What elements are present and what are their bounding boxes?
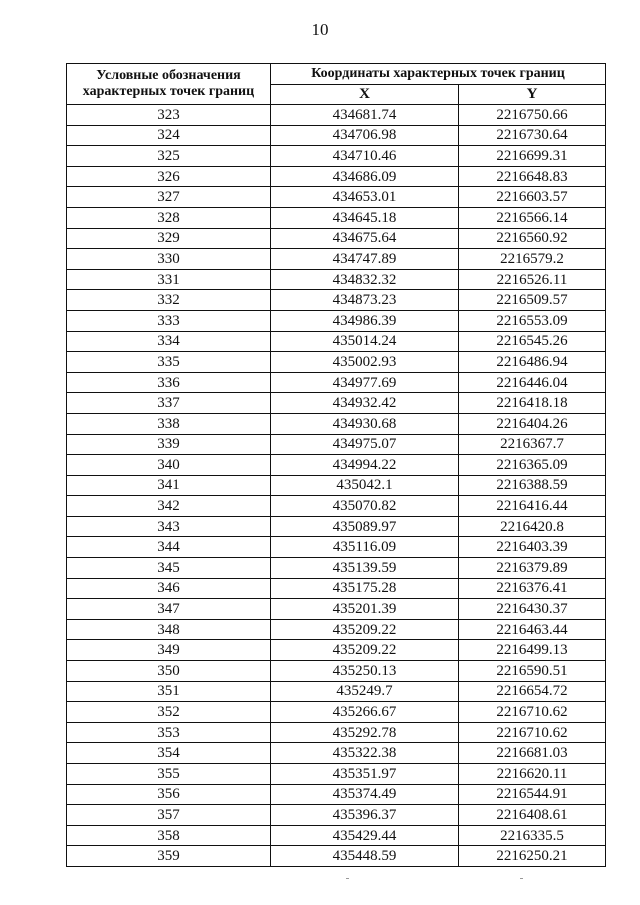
cell-y: 2216388.59	[459, 475, 606, 496]
cell-x: 435374.49	[271, 784, 459, 805]
cell-y: 2216430.37	[459, 599, 606, 620]
cell-y: 2216335.5	[459, 825, 606, 846]
cell-point-id: 352	[67, 702, 271, 723]
cell-y: 2216579.2	[459, 249, 606, 270]
cell-x: 434710.46	[271, 146, 459, 167]
cell-point-id: 328	[67, 207, 271, 228]
cell-y: 2216590.51	[459, 661, 606, 682]
header-coordinates: Координаты характерных точек границ	[271, 64, 606, 85]
table-row	[67, 516, 606, 537]
coordinates-table	[66, 63, 606, 867]
table-row	[67, 661, 606, 682]
cell-x: 435209.22	[271, 640, 459, 661]
table-row	[67, 331, 606, 352]
cell-y: 2216730.64	[459, 125, 606, 146]
header-x: X	[271, 84, 459, 105]
cell-point-id: 349	[67, 640, 271, 661]
table-row	[67, 558, 606, 579]
cell-x: 434645.18	[271, 207, 459, 228]
cell-y: 2216509.57	[459, 290, 606, 311]
table-row	[67, 599, 606, 620]
table-row	[67, 722, 606, 743]
cell-point-id: 355	[67, 764, 271, 785]
header-point-label: Условные обозначения характерных точек границ	[67, 64, 271, 105]
cell-y: 2216367.7	[459, 434, 606, 455]
cell-x: 435266.67	[271, 702, 459, 723]
cell-point-id: 325	[67, 146, 271, 167]
cell-point-id: 346	[67, 578, 271, 599]
cell-point-id: 351	[67, 681, 271, 702]
table-row	[67, 455, 606, 476]
cell-y: 2216365.09	[459, 455, 606, 476]
cell-x: 434873.23	[271, 290, 459, 311]
cell-y: 2216416.44	[459, 496, 606, 517]
cell-y: 2216408.61	[459, 805, 606, 826]
cell-point-id: 356	[67, 784, 271, 805]
table-row	[67, 125, 606, 146]
table-row	[67, 475, 606, 496]
table-row	[67, 393, 606, 414]
cell-y: 2216545.26	[459, 331, 606, 352]
cell-x: 434986.39	[271, 310, 459, 331]
cell-y: 2216499.13	[459, 640, 606, 661]
cell-x: 434706.98	[271, 125, 459, 146]
table-row	[67, 681, 606, 702]
cell-point-id: 337	[67, 393, 271, 414]
cell-point-id: 326	[67, 166, 271, 187]
cell-y: 2216376.41	[459, 578, 606, 599]
table-row	[67, 413, 606, 434]
cell-point-id: 327	[67, 187, 271, 208]
table-row	[67, 537, 606, 558]
cell-x: 435396.37	[271, 805, 459, 826]
cell-point-id: 330	[67, 249, 271, 270]
cell-point-id: 334	[67, 331, 271, 352]
cell-y: 2216379.89	[459, 558, 606, 579]
cell-point-id: 354	[67, 743, 271, 764]
cell-point-id: 338	[67, 413, 271, 434]
page-number: 10	[311, 20, 329, 39]
cell-x: 435042.1	[271, 475, 459, 496]
cell-y: 2216681.03	[459, 743, 606, 764]
table-row	[67, 846, 606, 867]
cell-y: 2216463.44	[459, 619, 606, 640]
cell-point-id: 357	[67, 805, 271, 826]
cell-x: 435351.97	[271, 764, 459, 785]
cell-x: 435002.93	[271, 352, 459, 373]
cell-point-id: 348	[67, 619, 271, 640]
cell-y: 2216710.62	[459, 702, 606, 723]
cell-point-id: 344	[67, 537, 271, 558]
table-row	[67, 825, 606, 846]
cell-y: 2216250.21	[459, 846, 606, 867]
cell-y: 2216486.94	[459, 352, 606, 373]
table-row	[67, 805, 606, 826]
cell-point-id: 347	[67, 599, 271, 620]
cell-x: 435116.09	[271, 537, 459, 558]
cell-y: 2216553.09	[459, 310, 606, 331]
cell-y: 2216404.26	[459, 413, 606, 434]
cell-x: 434977.69	[271, 372, 459, 393]
cell-x: 435139.59	[271, 558, 459, 579]
table-row	[67, 228, 606, 249]
cell-x: 434975.07	[271, 434, 459, 455]
table-row	[67, 784, 606, 805]
cell-point-id: 329	[67, 228, 271, 249]
cell-y: 2216710.62	[459, 722, 606, 743]
cell-x: 435250.13	[271, 661, 459, 682]
cell-x: 434932.42	[271, 393, 459, 414]
cell-x: 435089.97	[271, 516, 459, 537]
cell-x: 435429.44	[271, 825, 459, 846]
cell-point-id: 339	[67, 434, 271, 455]
cell-point-id: 331	[67, 269, 271, 290]
table-row	[67, 640, 606, 661]
cell-x: 435014.24	[271, 331, 459, 352]
cell-y: 2216566.14	[459, 207, 606, 228]
table-body	[67, 105, 606, 867]
cell-y: 2216446.04	[459, 372, 606, 393]
cell-x: 435175.28	[271, 578, 459, 599]
cell-y: 2216544.91	[459, 784, 606, 805]
cell-point-id: 332	[67, 290, 271, 311]
cell-point-id: 335	[67, 352, 271, 373]
table-row	[67, 207, 606, 228]
table-row	[67, 764, 606, 785]
table-row	[67, 310, 606, 331]
table-row	[67, 166, 606, 187]
cell-point-id: 353	[67, 722, 271, 743]
cell-y: 2216620.11	[459, 764, 606, 785]
cell-x: 435209.22	[271, 619, 459, 640]
cell-x: 434675.64	[271, 228, 459, 249]
cell-x: 434747.89	[271, 249, 459, 270]
cell-point-id: 342	[67, 496, 271, 517]
cell-x: 435201.39	[271, 599, 459, 620]
table-row	[67, 187, 606, 208]
table-row	[67, 496, 606, 517]
cell-x: 434681.74	[271, 105, 459, 126]
cell-x: 435249.7	[271, 681, 459, 702]
table-row	[67, 352, 606, 373]
table-row	[67, 619, 606, 640]
table-row	[67, 578, 606, 599]
table-row	[67, 105, 606, 126]
cell-y: 2216648.83	[459, 166, 606, 187]
cell-x: 435292.78	[271, 722, 459, 743]
cell-y: 2216403.39	[459, 537, 606, 558]
cell-point-id: 336	[67, 372, 271, 393]
table-row	[67, 743, 606, 764]
cell-y: 2216418.18	[459, 393, 606, 414]
cell-point-id: 341	[67, 475, 271, 496]
cell-point-id: 343	[67, 516, 271, 537]
cell-point-id: 345	[67, 558, 271, 579]
cell-y: 2216560.92	[459, 228, 606, 249]
cell-point-id: 324	[67, 125, 271, 146]
cell-x: 435322.38	[271, 743, 459, 764]
cell-x: 434832.32	[271, 269, 459, 290]
cell-x: 435070.82	[271, 496, 459, 517]
table-row	[67, 290, 606, 311]
cell-x: 435448.59	[271, 846, 459, 867]
cell-x: 434686.09	[271, 166, 459, 187]
table-row	[67, 249, 606, 270]
cell-x: 434653.01	[271, 187, 459, 208]
cell-y: 2216603.57	[459, 187, 606, 208]
header-y: Y	[459, 84, 606, 105]
table-row	[67, 702, 606, 723]
cell-x: 434994.22	[271, 455, 459, 476]
cell-y: 2216654.72	[459, 681, 606, 702]
cell-x: 434930.68	[271, 413, 459, 434]
table-row	[67, 269, 606, 290]
cell-y: 2216420.8	[459, 516, 606, 537]
cell-point-id: 350	[67, 661, 271, 682]
table-row	[67, 434, 606, 455]
cell-point-id: 359	[67, 846, 271, 867]
table-row	[67, 146, 606, 167]
table-row	[67, 372, 606, 393]
cell-y: 2216526.11	[459, 269, 606, 290]
scan-speck	[346, 878, 349, 879]
scan-speck	[520, 878, 523, 879]
cell-point-id: 340	[67, 455, 271, 476]
cell-point-id: 323	[67, 105, 271, 126]
cell-point-id: 358	[67, 825, 271, 846]
cell-y: 2216699.31	[459, 146, 606, 167]
cell-point-id: 333	[67, 310, 271, 331]
cell-y: 2216750.66	[459, 105, 606, 126]
